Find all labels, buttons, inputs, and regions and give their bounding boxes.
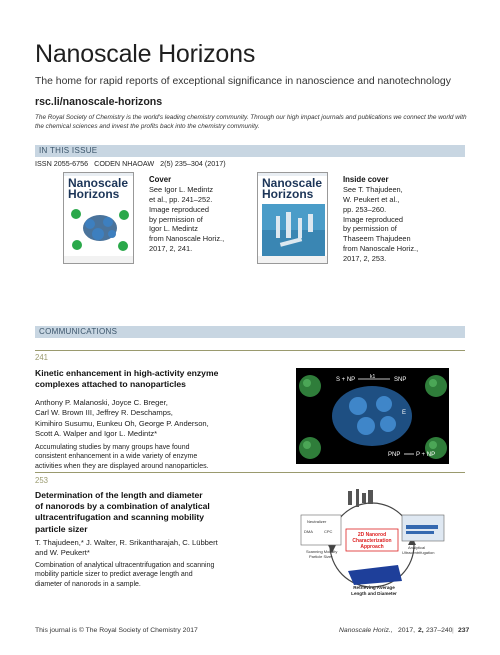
author-line: Kimihiro Susumu, Eunkeu Oh, George P. Anderson,	[35, 418, 209, 428]
journal-url[interactable]: rsc.li/nanoscale-horizons	[35, 96, 163, 108]
cover-line: from Nanoscale Horiz.,	[149, 234, 225, 244]
center-line-3: Approach	[360, 544, 384, 550]
cover-line: Image reproduced	[149, 204, 209, 214]
retrieve-line-2: Length and Diameter	[351, 591, 397, 596]
label-p-np: P + NP	[416, 452, 436, 458]
inside-cover-line: Image reproduced	[343, 214, 403, 224]
communications-header: COMMUNICATIONS	[35, 326, 465, 338]
inside-cover-caption	[343, 175, 418, 263]
article-rule	[35, 472, 465, 473]
inside-cover-line: by permission of	[343, 224, 397, 234]
cover-footer-strip	[64, 256, 133, 263]
in-this-issue-header: IN THIS ISSUE	[35, 145, 465, 157]
cover-artwork	[68, 204, 131, 256]
author-line: T. Thajudeen,* J. Walter, R. Srikantharajah, C. Lübbert	[35, 538, 218, 547]
abstract-line: consistent enhancement in a wide variety of enzyme	[35, 453, 198, 461]
article-rule	[35, 350, 465, 351]
inside-cover-line: pp. 253–260.	[343, 204, 387, 214]
footer-pages: 237–240	[426, 627, 453, 634]
cover-line: Igor L. Medintz	[149, 224, 198, 234]
article-title-line: Determination of the length and diameter	[35, 490, 203, 500]
article-abstract	[35, 561, 214, 589]
cover-image	[63, 172, 134, 264]
article-authors	[35, 398, 209, 439]
inside-cover-line: See T. Thajudeen,	[343, 185, 403, 195]
article-authors	[35, 538, 218, 559]
cover-label: Cover	[149, 175, 172, 184]
issn-line: ISSN 2055-6756 CODEN NHAOAW 2(5) 235–304 (2017)	[35, 159, 226, 168]
center-line-1: 2D Nanorod	[357, 532, 387, 538]
article-title-line: ultracentrifugation and scanning mobility	[35, 512, 205, 523]
inside-cover-line: W. Peukert et al.,	[343, 195, 400, 205]
box-neutralizer: Neutralizer	[307, 519, 327, 524]
rsc-blurb: The Royal Society of Chemistry is the world's leading chemistry community. Through our high impact journals and publications we connect the world with the chemical sciences and invest the profits back into the chemistry community.	[35, 114, 467, 130]
retrieve-line-1: Retrieving Average	[353, 585, 395, 590]
cover-line: 2017, 2, 241.	[149, 243, 193, 253]
article-title-line: Kinetic enhancement in high-activity enzyme	[35, 368, 219, 378]
cover-line: et al., pp. 241–252.	[149, 195, 213, 205]
inside-cover-line: from Nanoscale Horiz.,	[343, 243, 419, 253]
abstract-line: diameter of nanorods in a sample.	[35, 580, 141, 588]
author-line: Anthony P. Malanoski, Joyce C. Breger,	[35, 398, 168, 407]
journal-title: Nanoscale Horizons	[35, 40, 256, 68]
cover-logo: Nanoscale Horizons	[68, 176, 129, 201]
smps-line-2: Particle Sizer	[309, 554, 333, 559]
inside-cover-line: 2017, 2, 253.	[343, 253, 387, 263]
article-title-line: of nanorods by a combination of analytical	[35, 501, 210, 512]
inside-cover-artwork	[262, 204, 325, 256]
footer-volume: 2,	[418, 627, 424, 634]
cover-caption	[149, 175, 224, 254]
label-s-np: S + NP	[336, 377, 356, 383]
article-title[interactable]	[35, 368, 218, 390]
author-line: Carl W. Brown III, Jeffrey R. Deschamps,	[35, 408, 173, 418]
label-snp: SNP	[394, 377, 407, 383]
article-title-line: particle sizer	[35, 523, 88, 534]
inside-cover-label: Inside cover	[343, 175, 389, 184]
nanorod-characterization-figure	[298, 485, 448, 597]
article-abstract	[35, 443, 209, 471]
footer-page-number: 237	[458, 627, 470, 634]
inside-cover-line: Thaseem Thajudeen	[343, 234, 411, 244]
footer-separator: |	[452, 627, 454, 634]
label-pnp: PNP	[388, 452, 401, 458]
article-title-line: complexes attached to nanoparticles	[35, 379, 186, 390]
label-k1: k1	[370, 374, 376, 380]
author-line: and W. Peukert*	[35, 548, 90, 558]
abstract-line: activities when they are displayed around nanoparticles.	[35, 462, 209, 470]
cover-line: by permission of	[149, 214, 203, 224]
smps-line-1: Scanning Mobility	[306, 549, 338, 554]
article-page-number[interactable]: 241	[35, 353, 49, 362]
abstract-line: Accumulating studies by many groups have found	[35, 444, 190, 451]
journal-subtitle: The home for rapid reports of exceptional significance in nanoscience and nanotechnology	[35, 76, 451, 87]
auc-line-2: Ultracentrifugation	[402, 550, 435, 555]
footer-journal: Nanoscale Horiz.,	[339, 627, 393, 634]
footer-year: 2017,	[398, 627, 416, 634]
label-e: E	[402, 410, 407, 416]
abstract-line: mobility particle sizer to predict average length and	[35, 571, 193, 579]
cover-logo: Nanoscale Horizons	[262, 176, 323, 201]
footer-copyright: This journal is © The Royal Society of Chemistry 2017	[35, 627, 198, 634]
box-cpc: CPC	[324, 529, 333, 534]
cover-line: See Igor L. Medintz	[149, 185, 214, 195]
article-page-number[interactable]: 253	[35, 476, 49, 485]
enzyme-kinetics-figure	[296, 368, 449, 464]
inside-cover-image	[257, 172, 328, 264]
auc-line-1: Analytical	[408, 545, 426, 550]
article-title[interactable]	[35, 490, 210, 535]
abstract-line: Combination of analytical ultracentrifugation and scanning	[35, 562, 215, 569]
author-line: Scott A. Walper and Igor L. Medintz*	[35, 428, 158, 438]
center-line-2: Characterization	[352, 538, 392, 544]
box-dma: DMA	[304, 529, 313, 534]
cover-footer-strip	[258, 256, 327, 263]
